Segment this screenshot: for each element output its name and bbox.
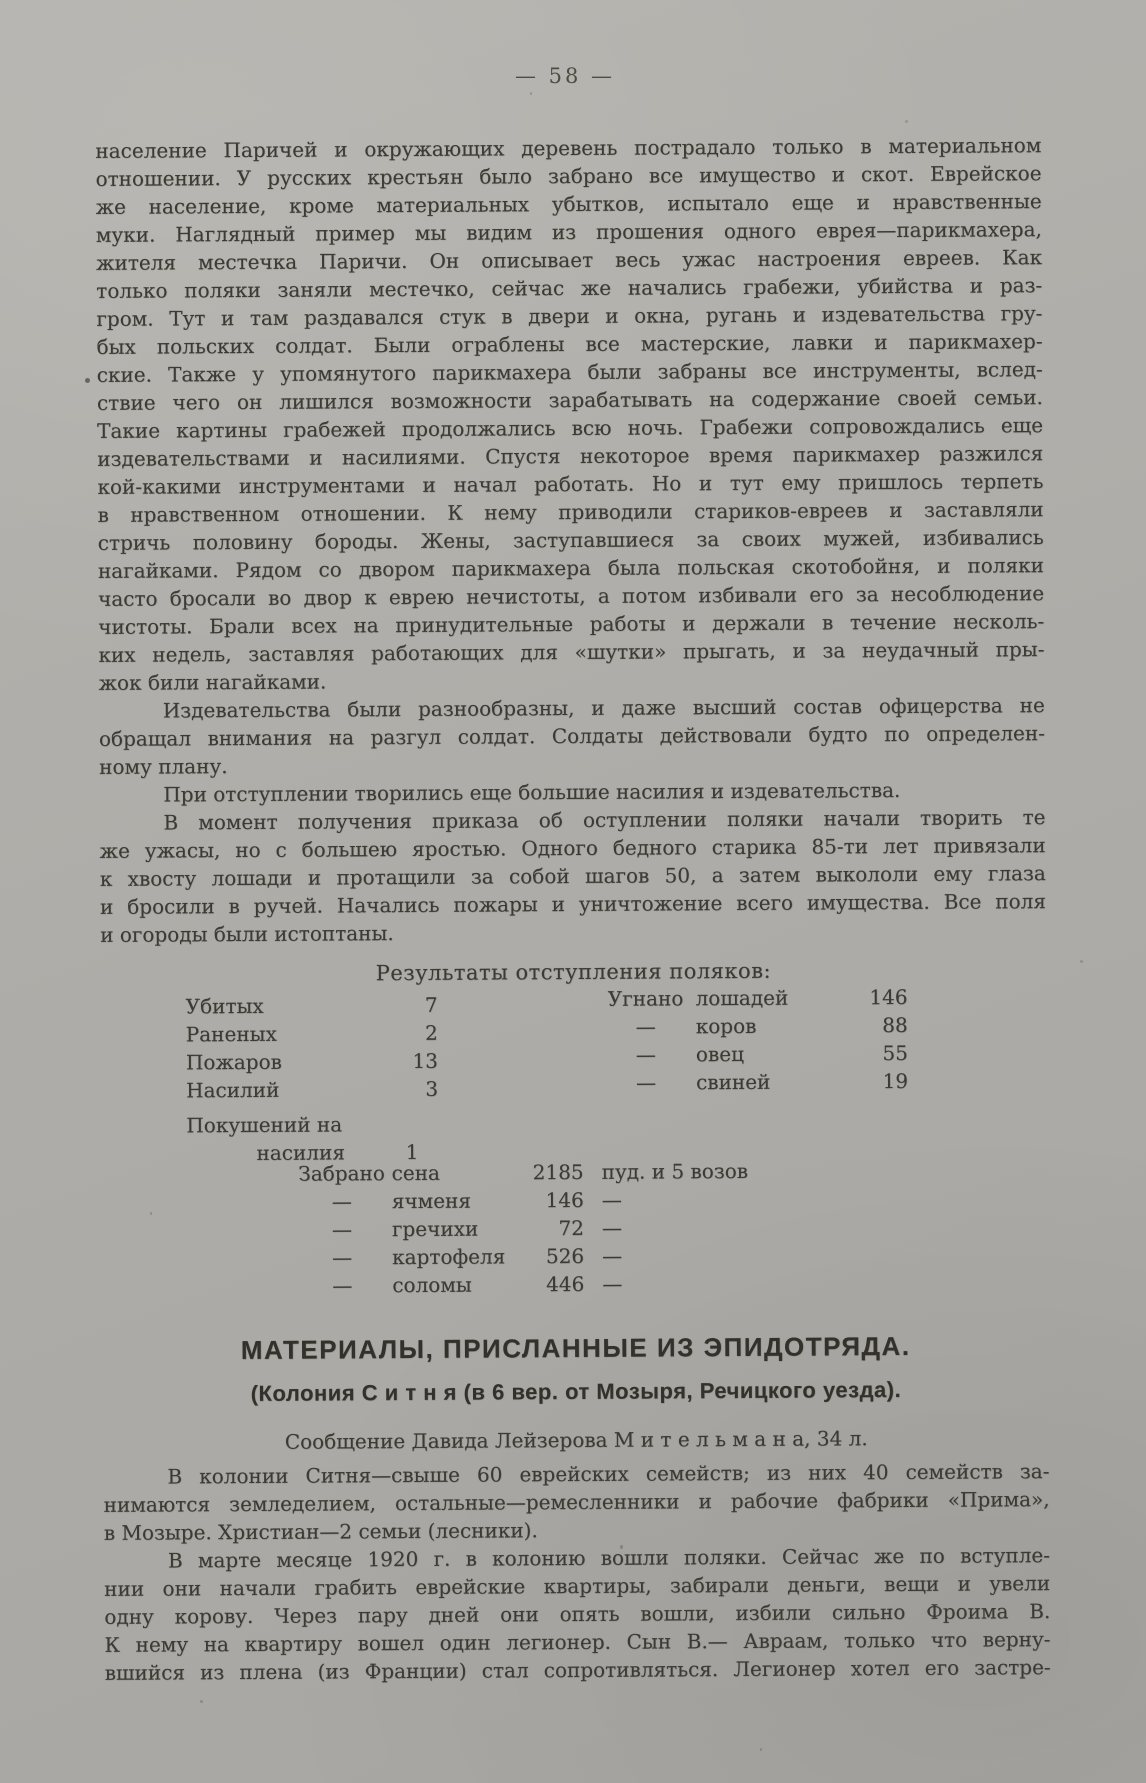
section-heading: МАТЕРИАЛЫ, ПРИСЛАННЫЕ ИЗ ЭПИДОТРЯДА. (240, 1330, 911, 1366)
paper-speck (1002, 424, 1005, 427)
paper-speck (620, 1545, 623, 1549)
table-row (292, 1269, 752, 1300)
paragraph-mockery (99, 691, 1045, 781)
table-row (596, 1039, 908, 1069)
cell-value: 7 (424, 992, 438, 1017)
table-row (292, 1185, 752, 1216)
text-line: часто бросали во двор к еврею нечистоты, а потом избивали его за несоблюдение (98, 581, 1045, 611)
cell-value: 19 (882, 1068, 909, 1094)
table-row (186, 1019, 438, 1049)
paper-speck (760, 1748, 762, 1751)
text-line: кой-какими инструментами и начал работать. Но и тут ему пришлось терпеть (97, 469, 1044, 499)
cell-label: соломы (392, 1272, 472, 1298)
paragraph-march-1920 (104, 1541, 1051, 1687)
paper-speck (905, 120, 908, 123)
text-line: ких недель, заставляя работающих для «шутки» прыгать, и за неудачный пры- (98, 637, 1045, 667)
cell-label: сена (391, 1160, 440, 1186)
cell-label: свиней (695, 1069, 771, 1095)
cell-value: 1 (405, 1139, 419, 1165)
cell-prefix: Забрано (298, 1161, 385, 1186)
page-number: — 58 — (514, 64, 616, 88)
cell-value: 88 (882, 1012, 908, 1038)
cell-label: Покушений на (186, 1112, 343, 1138)
text-line: ствие чего он лишился возможности зарабатывать на содержание своей семьи. (96, 385, 1043, 415)
text-line: и бросили в ручей. Начались пожары и уничтожение всего имущества. Все поля (99, 889, 1047, 919)
cell-label: лошадей (695, 985, 789, 1011)
text-line: в Мозыре. Христиан—2 семьи (лесники). (103, 1518, 538, 1545)
cell-prefix: — (635, 1014, 656, 1039)
text-line: В марте месяце 1920 г. в колонию вошли поляки. Сейчас же по вступле- (167, 1543, 1051, 1573)
cell-label: Раненых (185, 1021, 277, 1047)
cell-label: гречихи (391, 1216, 479, 1242)
cell-prefix: — (635, 1070, 657, 1095)
table-row (186, 1075, 438, 1105)
paper-speck (530, 92, 532, 95)
text-line: жок били нагайками. (98, 669, 327, 695)
table-row (292, 1213, 752, 1244)
paragraph-retreat-order (99, 803, 1046, 949)
text-line: При отступлении творились еще большие насилия и издевательства. (163, 777, 901, 807)
text-line: издевательствами и насилиями. Спустя некоторое время парикмахер разжился (97, 441, 1044, 471)
text-line: ному плану. (99, 754, 228, 779)
casualties-list (186, 991, 439, 1168)
section-subheading: (Колония С и т н я (в 6 вер. от Мозыря, Речицкого уезда). (250, 1377, 902, 1406)
text-line: Издевательства были разнообразны, и даже высший состав офицерства не (162, 693, 1045, 723)
paper-speck (340, 262, 343, 265)
cell-value: 72 (558, 1215, 585, 1241)
table-row (595, 983, 907, 1013)
text-line: только поляки заняли местечко, сейчас же начались грабежи, убийства и раз- (96, 273, 1043, 303)
text-line: нимаются земледелием, остальные—ремесленники и рабочие фабрики «Прима», (103, 1487, 1050, 1517)
text-line: население Паричей и окружающих деревень пострадало только в материальном (95, 133, 1042, 163)
text-line: нии они начали грабить еврейские квартиры, забирали деньги, вещи и увели (104, 1571, 1051, 1601)
cell-value: 2 (424, 1020, 438, 1045)
cell-prefix: — (331, 1217, 353, 1242)
paper-speck (200, 1700, 203, 1703)
table-row (186, 1047, 438, 1077)
cell-value: 55 (882, 1040, 908, 1066)
cell-label: Насилий (186, 1077, 280, 1103)
text-line: ские. Также у упомянутого парикмахера были забраны все инструменты, вслед- (96, 357, 1043, 387)
cell-suffix: — (602, 1243, 623, 1268)
cell-prefix: — (332, 1245, 353, 1270)
cell-suffix: — (601, 1187, 622, 1212)
text-line: Такие картины грабежей продолжались всю ночь. Грабежи сопровождались еще (96, 413, 1044, 443)
cell-value: 526 (545, 1243, 585, 1269)
table-row (596, 1067, 908, 1097)
table-row (292, 1241, 752, 1272)
seized-goods-list (292, 1157, 753, 1300)
text-line: гром. Тут и там раздавался стук в двери и окна, ругань и издевательства гру- (96, 301, 1043, 331)
livestock-list (595, 983, 908, 1097)
text-line: чистоты. Брали всех на принудительные работы и держали в течение несколь- (98, 609, 1045, 639)
cell-suffix: пуд. и 5 возов (601, 1158, 749, 1184)
table-row (596, 1011, 908, 1041)
cell-value: 146 (869, 984, 908, 1010)
cell-label: овец (695, 1041, 744, 1067)
report-byline: Сообщение Давида Лейзерова М и т е л ь м а н а, 34 л. (284, 1426, 868, 1454)
cell-value: 146 (545, 1187, 584, 1213)
paragraph-barber-petition (95, 131, 1044, 697)
cell-prefix: Угнано (607, 986, 684, 1011)
cell-label: картофеля (392, 1244, 506, 1270)
text-line: в нравственном отношении. К нему приводили стариков-евреев и заставляли (97, 497, 1044, 527)
text-line: обращал внимания на разгул солдат. Солдаты действовали будто по определен- (98, 721, 1046, 751)
text-line: муки. Наглядный пример мы видим из прошения одного еврея—парикмахера, (95, 217, 1042, 247)
ink-speck (85, 378, 90, 383)
cell-label: ячменя (391, 1188, 472, 1214)
cell-label: Пожаров (185, 1049, 282, 1075)
cell-prefix: — (635, 1042, 656, 1067)
text-line: нагайками. Рядом со двором парикмахера была польская скотобойня, и поляки (97, 553, 1044, 583)
text-line: К нему на квартиру вошел один легионер. Сын В.— Авраам, только что верну- (104, 1627, 1051, 1657)
paragraph-colony-sitnya (103, 1457, 1049, 1547)
results-table (101, 984, 1049, 1303)
table-row (292, 1157, 752, 1188)
cell-prefix: — (332, 1273, 353, 1298)
cell-value: 446 (546, 1271, 585, 1297)
text-line: к хвосту лошади и протащили за собой шагов 50, а затем выкололи ему глаза (99, 861, 1046, 891)
text-block (95, 131, 1050, 1687)
cell-suffix: — (602, 1271, 623, 1296)
text-line: же ужасы, но с большею яростью. Одного бедного старика 85-ти лет привязали (99, 833, 1046, 863)
text-line: бых польских солдат. Были ограблены все мастерские, лавки и парикмахер- (96, 329, 1043, 359)
cell-prefix: — (331, 1189, 352, 1214)
cell-label: насилия (256, 1140, 345, 1165)
text-line: стричь половину бороды. Жены, заступавшиеся за своих мужей, избивались (97, 525, 1044, 555)
paper-speck (1080, 960, 1083, 963)
text-line: В момент получения приказа об оступлении поляки начали творить те (163, 805, 1046, 835)
text-line: одну корову. Через пару дней они опять вошли, избили сильно Фроима В. (104, 1599, 1051, 1629)
text-line: отношении. У русских крестьян было забрано все имущество и скот. Еврейское (95, 161, 1042, 191)
cell-label: коров (695, 1013, 757, 1039)
cell-value: 13 (412, 1048, 438, 1073)
results-title: Результаты отступления поляков: (375, 958, 772, 986)
table-row (186, 991, 438, 1021)
text-line: и огороды были истоптаны. (100, 921, 394, 947)
cell-label: Убитых (185, 993, 264, 1019)
cell-value: 2185 (532, 1159, 584, 1185)
paper-speck (150, 1212, 152, 1215)
table-row (186, 1110, 438, 1140)
cell-suffix: — (601, 1215, 623, 1240)
text-line: жителя местечка Паричи. Он описывает весь ужас настроения евреев. Как (95, 245, 1043, 275)
text-line: вшийся из плена (из Франции) стал сопротивляться. Легионер хотел его застре- (104, 1655, 1051, 1685)
cell-value: 3 (425, 1076, 439, 1101)
text-line: же население, кроме материальных убытков, испытало еще и нравственные (95, 189, 1042, 219)
text-line: В колонии Ситня—свыше 60 еврейских семейств; из них 40 семейств за- (167, 1459, 1050, 1489)
